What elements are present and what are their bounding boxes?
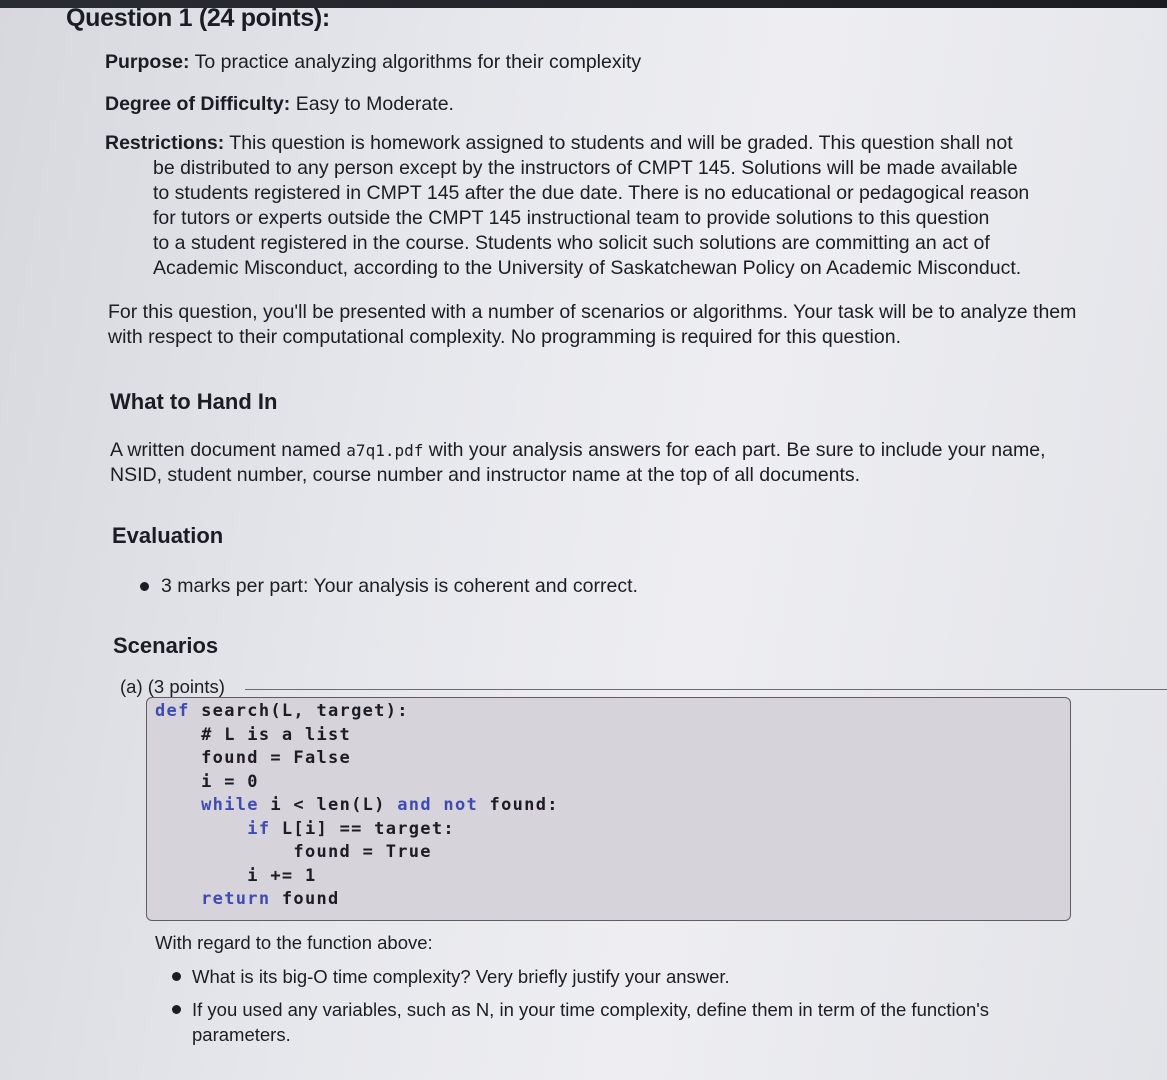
code-listing <box>146 697 1071 921</box>
scenarios-heading: Scenarios <box>113 633 219 658</box>
purpose-line <box>105 50 641 75</box>
filename-code: a7q1.pdf <box>346 441 424 460</box>
restrictions-line-6: Academic Misconduct, according to the University of Saskatchewan Policy on Academic Misconduct. <box>153 257 1022 279</box>
purpose-label: Purpose: <box>105 51 190 73</box>
restrictions-line-2: be distributed to any person except by the instructors of CMPT 145. Solutions will be made available <box>153 157 1018 179</box>
question-bullet-2: If you used any variables, such as N, in your time complexity, define them in term of the function's parameters. <box>172 997 1072 1047</box>
restrictions-line-3: to students registered in CMPT 145 after the due date. There is no educational or pedagogical reason <box>153 182 1030 204</box>
difficulty-text: Easy to Moderate. <box>295 93 454 115</box>
restrictions-line-4: for tutors or experts outside the CMPT 145 instructional team to provide solutions to this question <box>153 207 990 229</box>
evaluation-bullet-text: 3 marks per part: Your analysis is coherent and correct. <box>161 575 638 597</box>
restrictions-line-1: Restrictions: This question is homework assigned to students and will be graded. This question shall not <box>105 132 1013 154</box>
code-text: def search(L, target): # L is a list found = False i = 0 while i < len(L) and not found: if L[i] == target: found = True i += 1 return found <box>155 701 559 909</box>
restrictions-block <box>105 131 1095 281</box>
evaluation-bullet <box>140 574 638 599</box>
bullet-dot <box>172 972 181 981</box>
restrictions-label: Restrictions: <box>105 132 225 154</box>
followup-text: With regard to the function above: <box>155 932 433 953</box>
restrictions-line-5: to a student registered in the course. Students who solicit such solutions are committing an act of <box>153 232 990 254</box>
bullet-dot <box>172 1005 181 1014</box>
hand-in-paragraph: A written document named a7q1.pdf with your analysis answers for each part. Be sure to include your name, NSID, student number, course number and instructor name at the top of all documents. <box>110 439 1046 486</box>
intro-paragraph: For this question, you'll be presented with a number of scenarios or algorithms. Your task will be to analyze them with respect to their computational complexity. No programming is required for this question. <box>108 301 1077 348</box>
part-a-rule <box>245 689 1167 690</box>
difficulty-label: Degree of Difficulty: <box>105 93 291 115</box>
question-bullet-1: What is its big-O time complexity? Very briefly justify your answer. <box>172 964 730 989</box>
question-title: Question 1 (24 points): <box>66 4 330 32</box>
hand-in-heading: What to Hand In <box>110 389 278 414</box>
difficulty-line <box>105 92 454 117</box>
evaluation-heading: Evaluation <box>112 523 224 548</box>
bullet-dot <box>140 582 149 591</box>
purpose-text: To practice analyzing algorithms for their complexity <box>194 51 642 73</box>
part-a-label: (a) (3 points) <box>120 676 225 697</box>
